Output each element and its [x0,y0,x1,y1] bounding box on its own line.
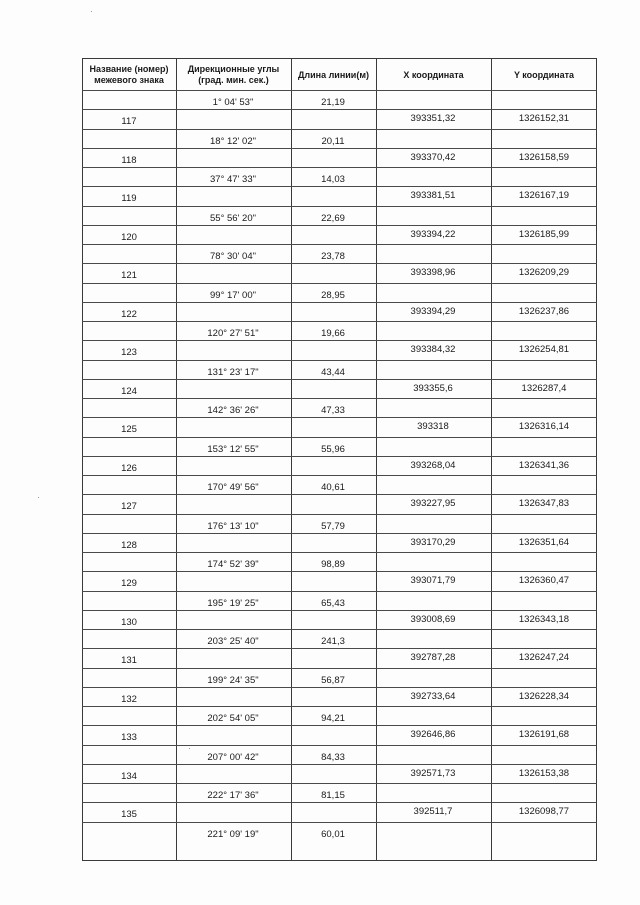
segment-length: 55,96 [321,444,345,455]
segment-length: 43,44 [321,367,345,378]
row-divider [82,90,597,91]
segment-length: 47,33 [321,405,345,416]
segment-angle: 99° 17' 00" [210,290,256,301]
column-divider [491,58,492,861]
segment-angle: 120° 27' 51" [207,328,259,339]
row-divider [82,263,597,264]
row-divider [82,494,597,495]
point-name: 117 [121,116,137,127]
row-divider [82,283,597,284]
point-name: 125 [121,424,137,435]
row-divider [82,687,597,688]
segment-length: 28,95 [321,290,345,301]
row-divider [82,340,597,341]
row-divider [82,764,597,765]
row-divider [82,109,597,110]
segment-length: 14,03 [321,174,345,185]
row-divider [82,302,597,303]
point-y-coordinate: 1326343,18 [518,614,570,625]
first-segment-length: 21,19 [321,97,345,108]
row-divider [82,475,597,476]
point-y-coordinate: 1326287,4 [521,383,567,394]
row-divider [82,514,597,515]
row-divider [82,591,597,592]
point-x-coordinate: 393394,29 [410,306,456,317]
segment-length: 81,15 [321,790,345,801]
scan-speck [189,748,190,749]
point-y-coordinate: 1326158,59 [518,152,570,163]
segment-length: 60,01 [321,829,345,840]
point-y-coordinate: 1326228,34 [518,691,570,702]
point-x-coordinate: 393227,95 [410,498,456,509]
segment-angle: 18° 12' 02" [210,136,256,147]
point-y-coordinate: 1326351,64 [518,537,570,548]
row-divider [82,802,597,803]
segment-angle: 174° 52' 39" [207,559,259,570]
point-x-coordinate: 392511,7 [413,806,453,817]
point-name: 128 [121,540,137,551]
point-name: 130 [121,617,137,628]
point-name: 120 [121,232,137,243]
row-divider [82,725,597,726]
point-y-coordinate: 1326247,24 [518,652,570,663]
point-x-coordinate: 392646,86 [410,729,456,740]
point-name: 121 [121,270,137,281]
point-x-coordinate: 392571,73 [410,768,456,779]
segment-length: 20,11 [321,136,345,147]
point-y-coordinate: 1326254,81 [518,344,570,355]
point-name: 135 [121,809,137,820]
row-divider [82,571,597,572]
point-x-coordinate: 392733,64 [410,691,456,702]
first-segment-angle: 1° 04' 53" [212,97,254,108]
point-x-coordinate: 393071,79 [410,575,456,586]
segment-angle: 203° 25' 40" [207,636,259,647]
column-divider [176,58,177,861]
row-divider [82,417,597,418]
segment-length: 57,79 [321,521,345,532]
row-divider [82,398,597,399]
segment-length: 98,89 [321,559,345,570]
point-name: 127 [121,501,137,512]
point-x-coordinate: 392787,28 [410,652,456,663]
segment-length: 22,69 [321,213,345,224]
row-divider [82,533,597,534]
point-x-coordinate: 393398,96 [410,267,456,278]
point-name: 129 [121,578,137,589]
segment-length: 19,66 [321,328,345,339]
point-y-coordinate: 1326360,47 [518,575,570,586]
segment-angle: 222° 17' 36" [207,790,259,801]
segment-angle: 55° 56' 20" [210,213,256,224]
scan-speck [91,11,92,12]
segment-angle: 221° 09' 19" [207,829,259,840]
point-name: 134 [121,771,137,782]
point-y-coordinate: 1326152,31 [518,113,570,124]
segment-length: 94,21 [321,713,345,724]
row-divider [82,148,597,149]
point-name: 118 [121,155,137,166]
point-x-coordinate: 393384,32 [410,344,456,355]
point-x-coordinate: 393268,04 [410,460,456,471]
point-y-coordinate: 1326098,77 [518,806,570,817]
segment-angle: 176° 13' 10" [207,521,259,532]
column-divider [376,58,377,861]
point-x-coordinate: 393318 [417,421,449,432]
segment-angle: 37° 47' 33" [210,174,256,185]
point-x-coordinate: 393008,69 [410,614,456,625]
point-x-coordinate: 393351,32 [410,113,456,124]
point-name: 133 [121,732,137,743]
header-angle: Дирекционные углы (град. мин. сек.) [187,64,280,85]
column-divider [291,58,292,861]
row-divider [82,225,597,226]
point-name: 124 [121,386,137,397]
row-divider [82,610,597,611]
row-divider [82,360,597,361]
row-divider [82,129,597,130]
segment-length: 23,78 [321,251,345,262]
point-x-coordinate: 393355,6 [413,383,453,394]
row-divider [82,244,597,245]
row-divider [82,552,597,553]
row-divider [82,706,597,707]
point-y-coordinate: 1326191,68 [518,729,570,740]
row-divider [82,437,597,438]
point-name: 126 [121,463,137,474]
segment-length: 65,43 [321,598,345,609]
point-y-coordinate: 1326316,14 [518,421,570,432]
point-y-coordinate: 1326209,29 [518,267,570,278]
segment-length: 40,61 [321,482,345,493]
segment-length: 241,3 [321,636,345,647]
row-divider [82,822,597,823]
segment-angle: 142° 36' 26" [207,405,259,416]
segment-angle: 78° 30' 04" [210,251,256,262]
point-x-coordinate: 393394,22 [410,229,456,240]
row-divider [82,629,597,630]
point-x-coordinate: 393170,29 [410,537,456,548]
row-divider [82,379,597,380]
row-divider [82,648,597,649]
point-y-coordinate: 1326167,19 [518,190,570,201]
point-name: 122 [121,309,137,320]
row-divider [82,206,597,207]
header-name: Название (номер) межевого знака [89,64,169,85]
header-y: Y координата [513,69,575,80]
point-y-coordinate: 1326185,99 [518,229,570,240]
header-length: Длина линии(м) [297,69,369,80]
segment-angle: 153° 12' 55" [207,444,259,455]
header-x: X координата [403,69,464,80]
row-divider [82,783,597,784]
point-x-coordinate: 393381,51 [410,190,456,201]
row-divider [82,167,597,168]
segment-angle: 207° 00' 42" [207,752,259,763]
point-y-coordinate: 1326237,86 [518,306,570,317]
row-divider [82,186,597,187]
segment-length: 56,87 [321,675,345,686]
segment-angle: 170° 49' 56" [207,482,259,493]
segment-angle: 131° 23' 17" [207,367,259,378]
segment-angle: 195° 19' 25" [207,598,259,609]
row-divider [82,321,597,322]
point-name: 119 [121,193,137,204]
segment-angle: 202° 54' 05" [207,713,259,724]
point-x-coordinate: 393370,42 [410,152,456,163]
scan-speck [38,497,39,498]
row-divider [82,668,597,669]
point-name: 132 [121,694,137,705]
segment-length: 84,33 [321,752,345,763]
segment-angle: 199° 24' 35" [207,675,259,686]
row-divider [82,456,597,457]
row-divider [82,745,597,746]
point-name: 123 [121,347,137,358]
point-name: 131 [121,655,137,666]
point-y-coordinate: 1326341,36 [518,460,570,471]
point-y-coordinate: 1326347,83 [518,498,570,509]
point-y-coordinate: 1326153,38 [518,768,570,779]
